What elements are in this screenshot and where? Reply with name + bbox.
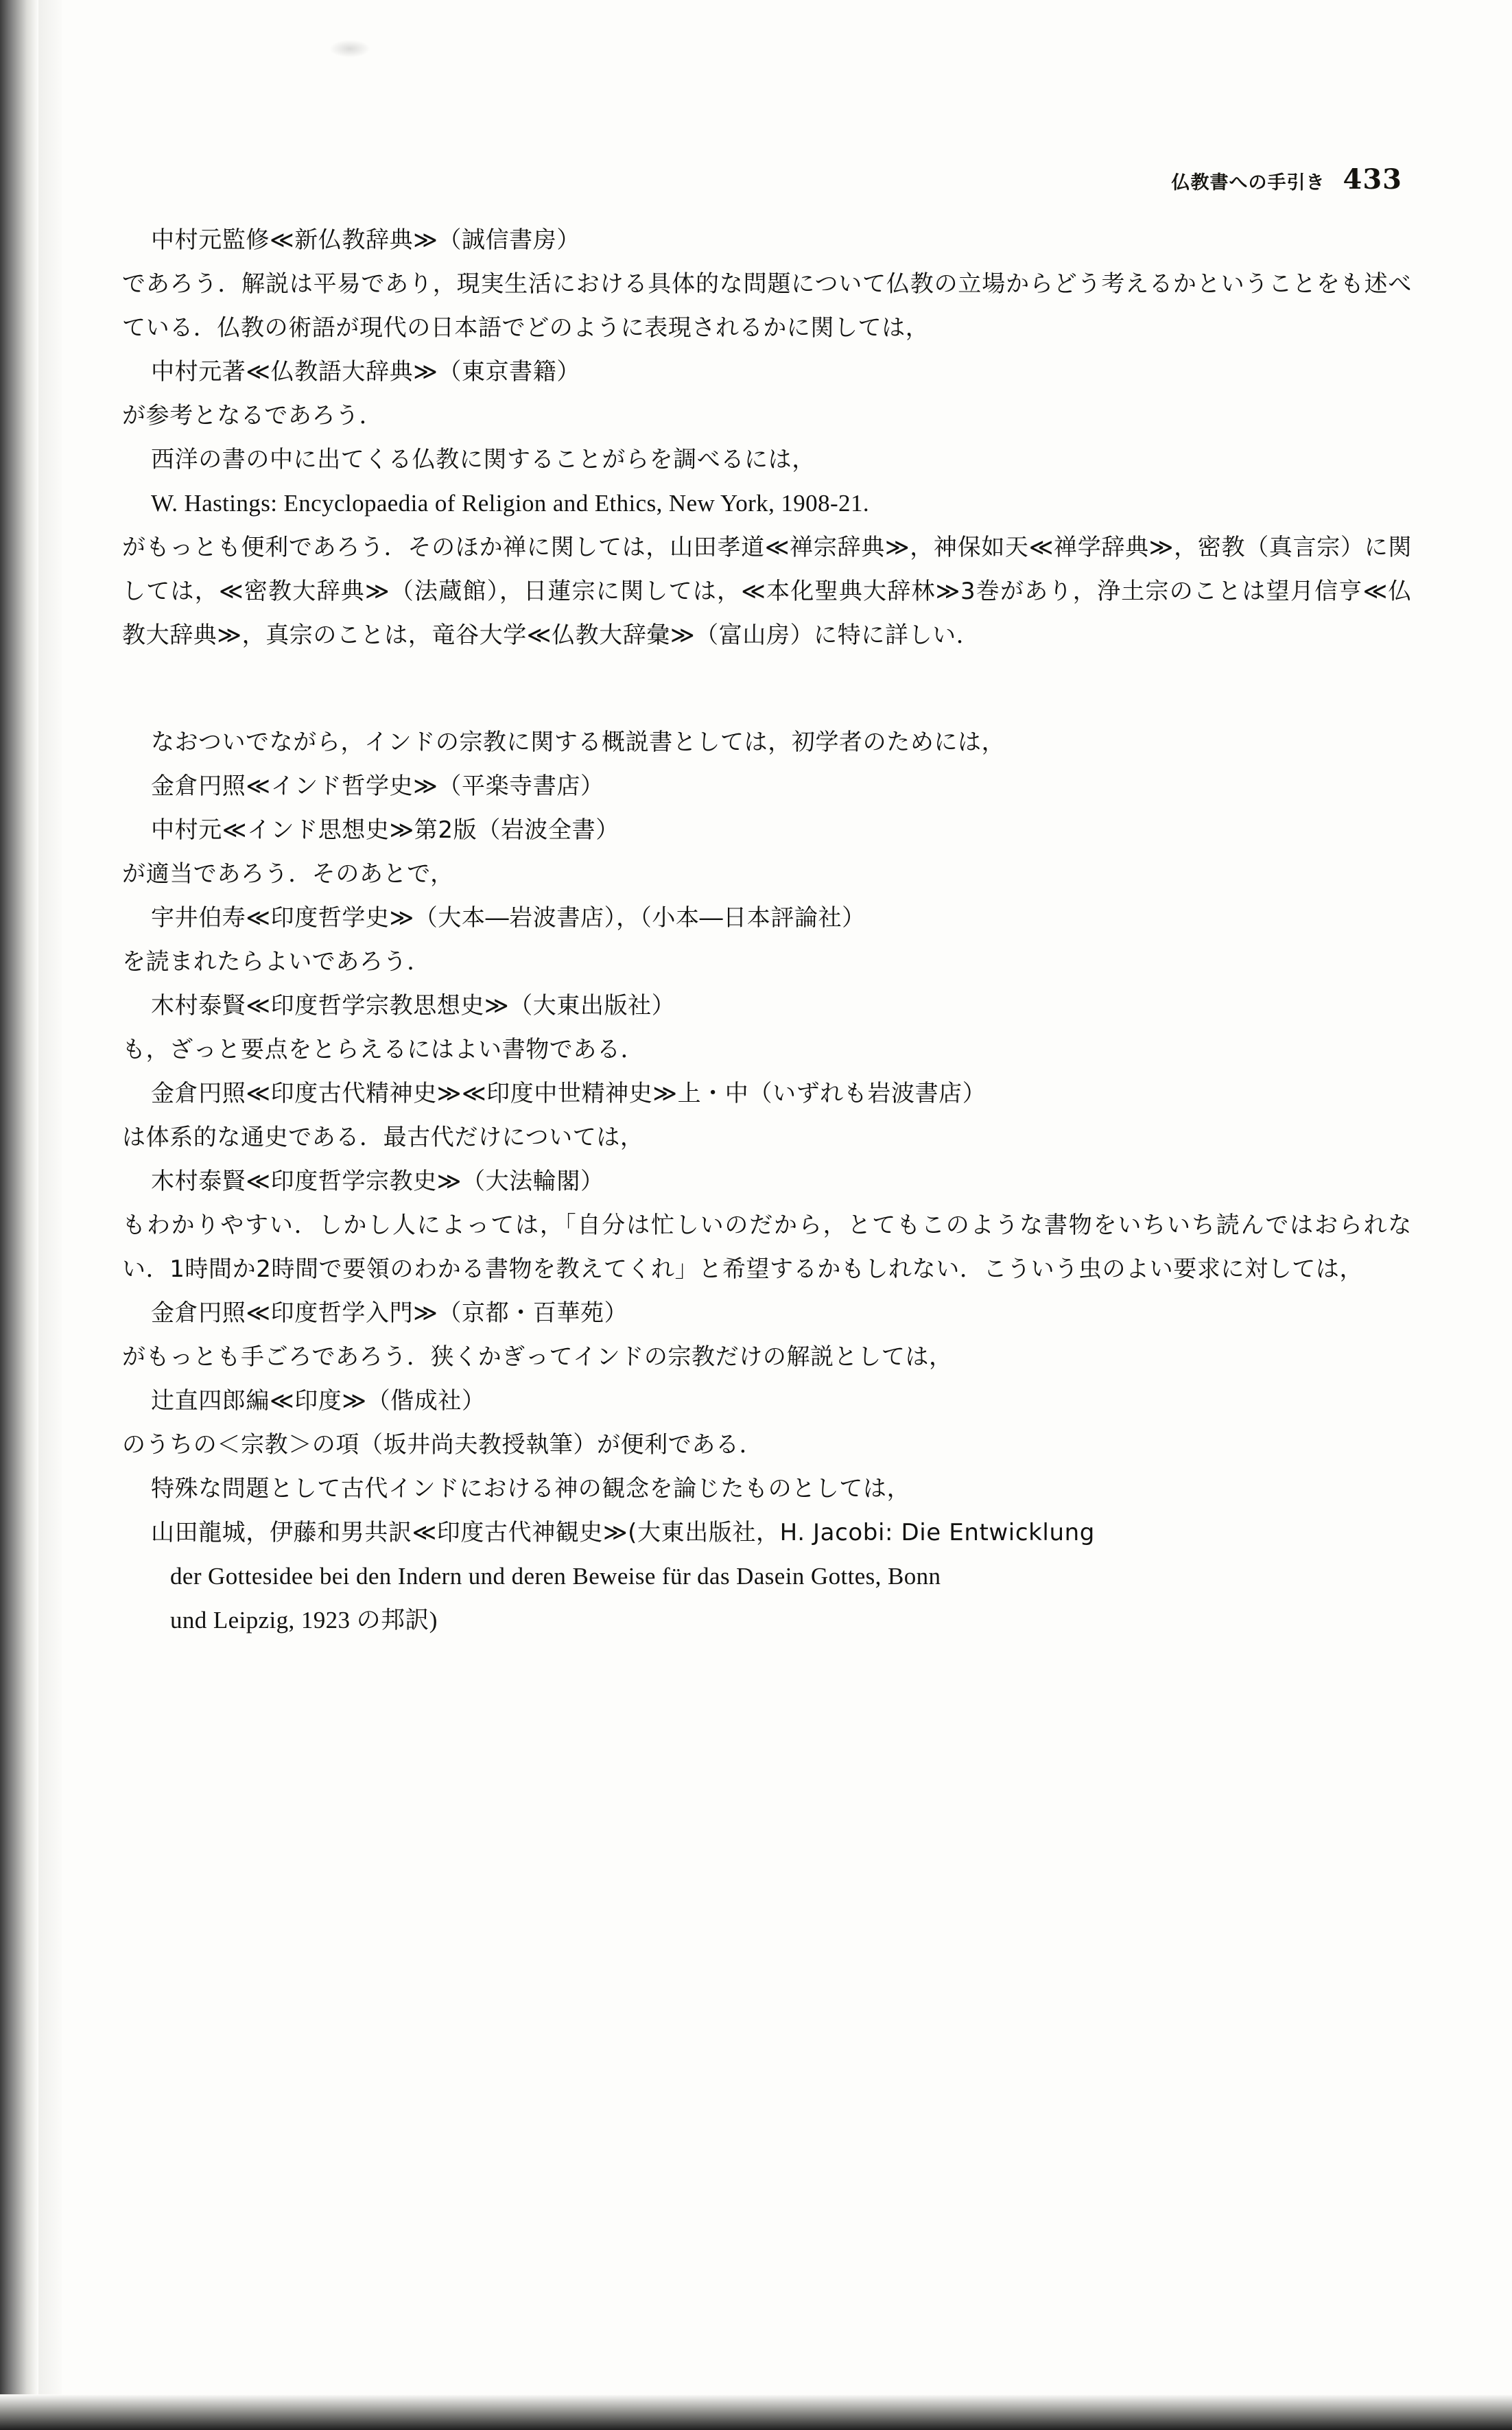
citation-line-western: der Gottesidee bei den Indern und deren Beweise für das Dasein Gottes, Bonn [170,1563,941,1590]
citation-line: 宇井伯寿≪印度哲学史≫（大本―岩波書店），（小本―日本評論社） [151,904,866,932]
citation-line: 山田龍城，伊藤和男共訳≪印度古代神観史≫(大東出版社，H. Jacobi: Die Entwicklung [151,1519,1095,1546]
paragraph: のうちの＜宗教＞の項（坂井尚夫教授執筆）が便利である． [122,1431,764,1459]
citation-line: 中村元監修≪新仏教辞典≫（誠信書房） [151,226,580,254]
paragraph: が適当であろう．そのあとで， [122,860,454,888]
paragraph: がもっとも便利であろう．そのほか禅に関しては，山田孝道≪禅宗辞典≫，神保如天≪禅学辞典≫，密教（真言宗）に関しては，≪密教大辞典≫（法蔵館），日蓮宗に関しては，≪本化聖典大辞林≫3巻があり，浄土宗のことは望月信亨≪仏教大辞典≫，真宗のことは，竜谷大学≪仏教大辞彙≫（富山房）に特に詳しい． [122,534,1412,649]
body-text [122,218,1412,1642]
citation-line: 中村元≪インド思想史≫第2版（岩波全書） [151,816,619,844]
paragraph: がもっとも手ごろであろう．狭くかぎってインドの宗教だけの解説としては， [122,1343,953,1371]
paragraph: を読まれたらよいであろう． [122,948,431,976]
page-number: 433 [1343,163,1402,196]
running-head [1172,163,1403,196]
citation-line: 木村泰賢≪印度哲学宗教史≫（大法輪閣） [151,1168,604,1195]
page-left-inner-shadow [38,0,62,2430]
paragraph: が参考となるであろう． [122,402,383,429]
paragraph: であろう．解説は平易であり，現実生活における具体的な問題について仏教の立場からどう考えるかということをも述べている．仏教の術語が現代の日本語でどのように表現されるかに関しては， [122,270,1412,342]
citation-line: 金倉円照≪インド哲学史≫（平楽寺書店） [151,772,604,800]
page-left-edge-shadow [0,0,38,2430]
citation-line-western: W. Hastings: Encyclopaedia of Religion and Ethics, New York, 1908-21. [151,490,869,517]
page-content [62,0,1512,2430]
paragraph: は体系的な通史である．最古代だけについては， [122,1124,644,1151]
citation-line: 木村泰賢≪印度哲学宗教思想史≫（大東出版社） [151,992,676,1019]
paragraph: 西洋の書の中に出てくる仏教に関することがらを調べるには， [151,446,816,473]
paragraph: もわかりやすい．しかし人によっては，「自分は忙しいのだから，とてもこのような書物をいちいち読んではおられない．1時間か2時間で要領のわかる書物を教えてくれ」と希望するかもしれない．こういう虫のよい要求に対しては， [122,1212,1412,1283]
paragraph: 特殊な問題として古代インドにおける神の観念を論じたものとしては， [151,1475,911,1502]
citation-line: 中村元著≪仏教語大辞典≫（東京書籍） [151,358,580,386]
running-head-title: 仏教書への手引き [1171,172,1325,193]
paragraph: なおついでながら，インドの宗教に関する概説書としては，初学者のためには， [151,729,1006,756]
paragraph: も，ざっと要点をとらえるにはよい書物である． [122,1036,645,1063]
citation-line: 辻直四郎編≪印度≫（偕成社） [151,1387,486,1415]
paragraph-spacer [122,657,1412,720]
citation-line: 金倉円照≪印度古代精神史≫≪印度中世精神史≫上・中（いずれも岩波書店） [151,1080,987,1107]
citation-line-western: und Leipzig, 1923 の邦訳) [170,1607,438,1633]
citation-line: 金倉円照≪印度哲学入門≫（京都・百華苑） [151,1299,628,1327]
